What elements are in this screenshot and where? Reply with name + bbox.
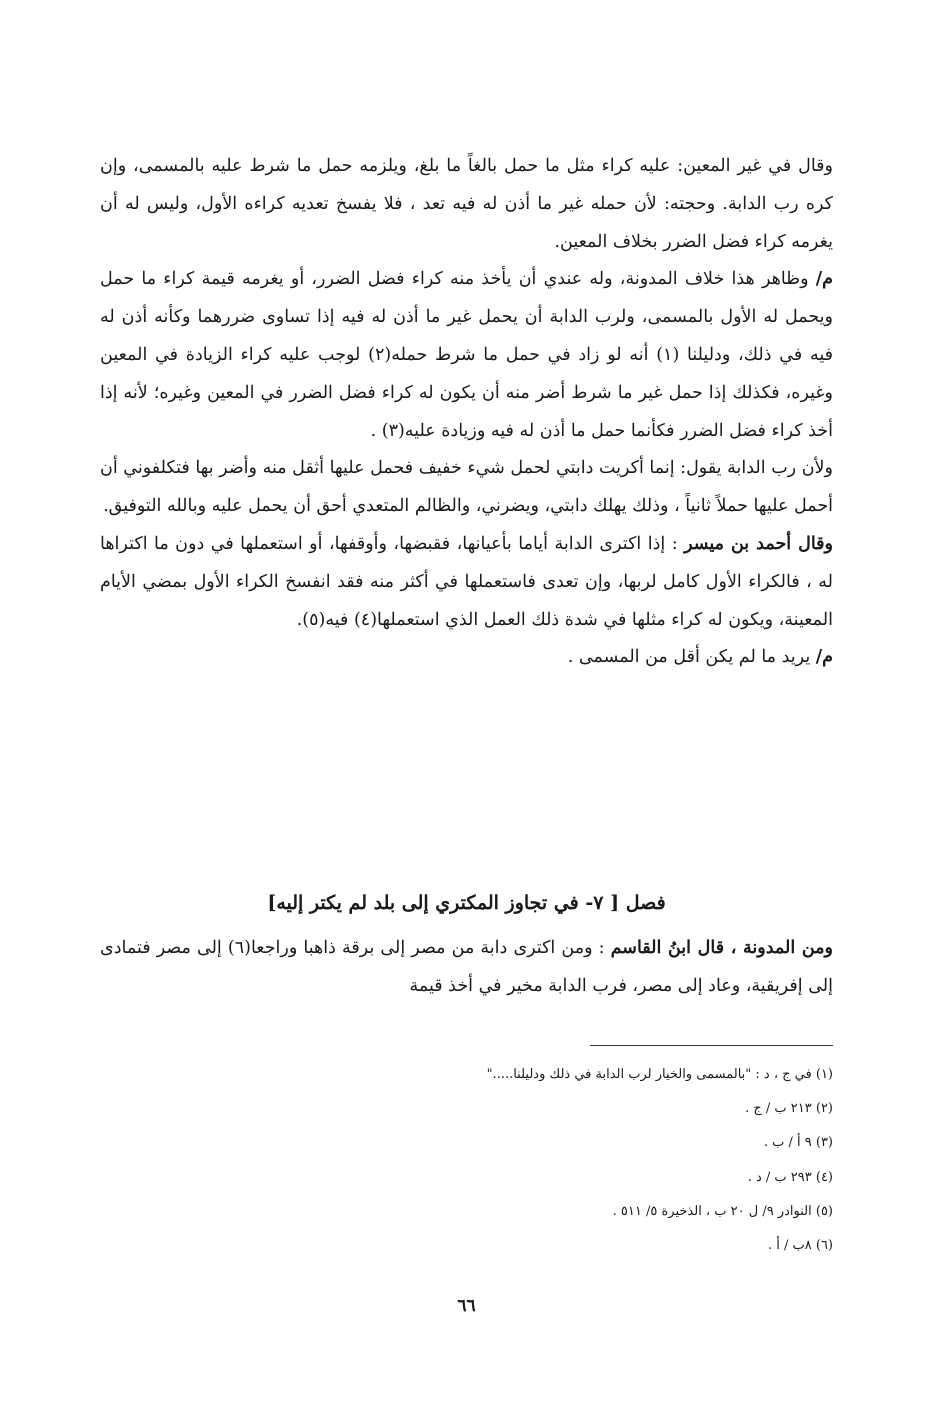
paragraph-4-text: : إذا اكترى الدابة أياما بأعيانها، فقبضها، وأوقفها، أو استعملها في دون ما اكتراها له ، فالكراء الأول كامل لربها، وإن تعدى فاستعملها في أكثر منه فقد انفسخ الكراء الأول بمضي الأيام المعينة، ويكون له كراء مثلها في شدة ذلك العمل الذي استعملها(٤) فيه(٥). [100,533,833,630]
page-number: ٦٦ [457,1296,476,1316]
paragraph-4-lead: وقال أحمد بن ميسر [684,533,833,554]
main-text-bottom [100,930,833,1006]
section-heading: فصل [ ٧- في تجاوز المكتري إلى بلد لم يكتر إليه] [267,892,666,914]
paragraph-3 [100,450,833,526]
paragraph-6-text: : ومن اكترى دابة من مصر إلى برقة ذاهبا وراجعا(٦) إلى مصر فتمادى إلى إفريقية، وعاد إلى مصر، فرب الدابة مخير في أخذ قيمة [100,938,833,996]
footnote-4: (٤) ٢٩٣ ب / د . [747,1169,833,1185]
paragraph-1 [100,148,833,261]
paragraph-5-lead: م/ [815,647,833,668]
paragraph-4 [100,526,833,639]
paragraph-2 [100,261,833,450]
paragraph-5 [100,639,833,677]
paragraph-6 [100,930,833,1006]
paragraph-5-text: يريد ما لم يكن أقل من المسمى . [567,647,816,668]
paragraph-2-text: وظاهر هذا خلاف المدونة، وله عندي أن يأخذ منه كراء فضل الضرر، أو يغرمه قيمة كراء ما حمل ويحمل له الأول بالمسمى، ولرب الدابة أن يحمل غير ما أذن له فيه إذا تساوى ضررهما وكأنه أذن له فيه في ذلك، ودليلنا (١) أنه لو زاد في حمل ما شرط حمله(٢) لوجب عليه كراء الزيادة في المعين وغيره، فكذلك إذا حمل غير ما شرط أضر منه أن يكون له كراء فضل الضرر في المعين وغيره؛ لأنه إذا أخذ كراء فضل الضرر فكأنما حمل ما أذن له فيه وزيادة عليه(٣) . [100,269,833,441]
footnote-3: (٣) ٩ أ / ب . [763,1135,833,1151]
footnotes [100,1058,833,1263]
paragraph-1-text: وقال في غير المعين: عليه كراء مثل ما حمل بالغاً ما بلغ، ويلزمه حمل ما شرط عليه بالمسمى، وإن كره رب الدابة. وحجته: لأن حمله غير ما أذن له فيه تعد ، فلا يفسخ تعديه كراءه الأول، وليس له أن يغرمه كراء فضل الضرر بخلاف المعين. [100,156,833,252]
paragraph-6-lead: ومن المدونة ، قال ابنُ القاسم [610,938,833,958]
footnote-5: (٥) النوادر ٩/ ل ٢٠ ب ، الذخيرة ٥/ ٥١١ . [612,1203,833,1219]
footnote-divider [590,1045,833,1046]
paragraph-3-text: ولأن رب الدابة يقول: إنما أكريت دابتي لحمل شيء خفيف فحمل عليها أثقل منه وأضر بها فتكلفوني أن أحمل عليها حملاً ثانياً ، وذلك يهلك دابتي، ويضرني، والظالم المتعدي أحق أن يحمل عليه وبالله التوفيق. [100,458,833,517]
footnote-6: (٦) ٨ب / أ . [767,1238,833,1254]
footnote-2: (٢) ٢١٣ ب / ج . [745,1101,833,1117]
main-text-top [100,148,833,677]
footnote-1: (١) في ج ، د : "بالمسمى والخيار لرب الدابة في ذلك ودليلنا....." [486,1067,833,1082]
paragraph-2-lead: م/ [815,269,833,290]
